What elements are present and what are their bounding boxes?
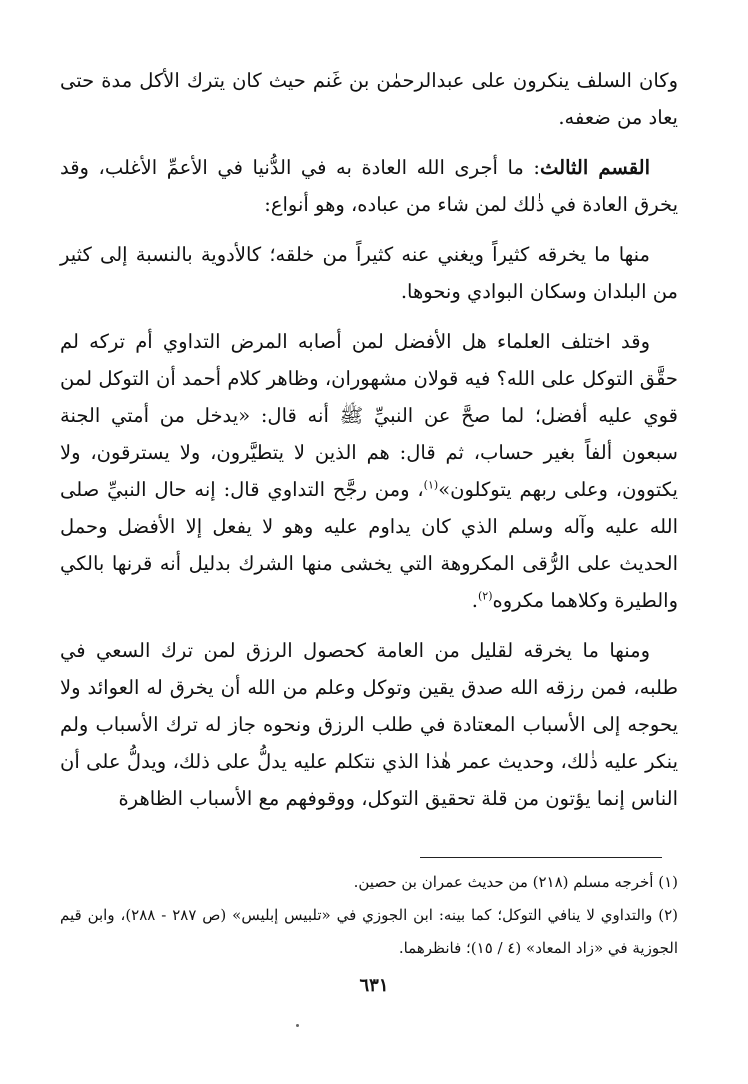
paragraph-scholars-disagreement: [60, 323, 678, 619]
scan-speck: [296, 1024, 299, 1027]
footnote-mark-2: (٢): [478, 589, 493, 603]
footnote-2: (٢) والتداوي لا ينافي التوكل؛ كما بينه: ابن الجوزي في «تلبيس إبليس» (ص ٢٨٧ - ٢٨٨)، وابن قيم الجوزية في «زاد المعاد» (٤ / ١٥)؛ فانظرهما.: [60, 906, 678, 957]
paragraph-fasting-salaf: وكان السلف ينكرون على عبدالرحمٰن بن غَنم حيث كان يترك الأكل مدة حتى يعاد من ضعفه.: [60, 69, 678, 129]
footnote-separator: [420, 857, 662, 858]
page-number: ٦٣١: [359, 975, 389, 996]
footnotes: [60, 866, 678, 965]
paragraph-end-dot: .: [471, 589, 478, 612]
section-heading: القسم الثالث: [539, 156, 650, 179]
paragraph-hadith-part: وقد اختلف العلماء هل الأفضل لمن أصابه المرض التداوي أم تركه لم حقَّق التوكل على الله؟ فيه قولان مشهوران، وظاهر كلام أحمد أن التوكل لمن قوي عليه أفضل؛ لما صحَّ عن النبيِّ ﷺ أنه قال: «يدخل من أمتي الجنة سبعون ألفاً بغير حساب، ثم قال: هم الذين لا يتطيَّرون، ولا يسترقون، ولا يكتوون، وعلى ربهم يتوكلون»: [60, 330, 678, 501]
footnote-1: (١) أخرجه مسلم (٢١٨) من حديث عمران بن حصين.: [353, 873, 678, 891]
paragraph-provision: ومنها ما يخرقه لقليل من العامة كحصول الرزق لمن ترك السعي في طلبه، فمن رزقه الله صدق يقين وتوكل وعلم من الله أن يخرق له العوائد ولا يحوجه إلى الأسباب المعتادة في طلب الرزق ونحوه جاز له ترك الأسباب ولم ينكر عليه ذٰلك، وحديث عمر هٰذا الذي نتكلم عليه يدلُّ على ذلك، ويدلُّ على أن الناس إنما يؤتون من قلة تحقيق التوكل، ووقوفهم مع الأسباب الظاهرة: [60, 639, 678, 810]
section-heading-text: : ما أجرى الله العادة به في الدُّنيا في الأعمِّ الأغلب، وقد يخرق العادة في ذٰلك لمن شاء من عباده، وهو أنواع:: [60, 156, 678, 216]
footnote-mark-1: (١): [423, 478, 439, 492]
main-text: [60, 62, 678, 830]
paragraph-third-section: [60, 149, 678, 223]
paragraph-medicine: منها ما يخرقه كثيراً ويغني عنه كثيراً من خلقه؛ كالأدوية بالنسبة إلى كثير من البلدان وسكان البوادي ونحوها.: [60, 243, 678, 303]
paragraph-tadawi-part: ، ومن رجَّح التداوي قال: إنه حال النبيِّ صلى الله عليه وآله وسلم الذي كان يداوم عليه وهو لا يفعل إلا الأفضل وحمل الحديث على الرُّقى المكروهة التي يخشى منها الشرك بدليل أنه قرنها بالكي والطيرة وكلاهما مكروه: [60, 478, 678, 612]
